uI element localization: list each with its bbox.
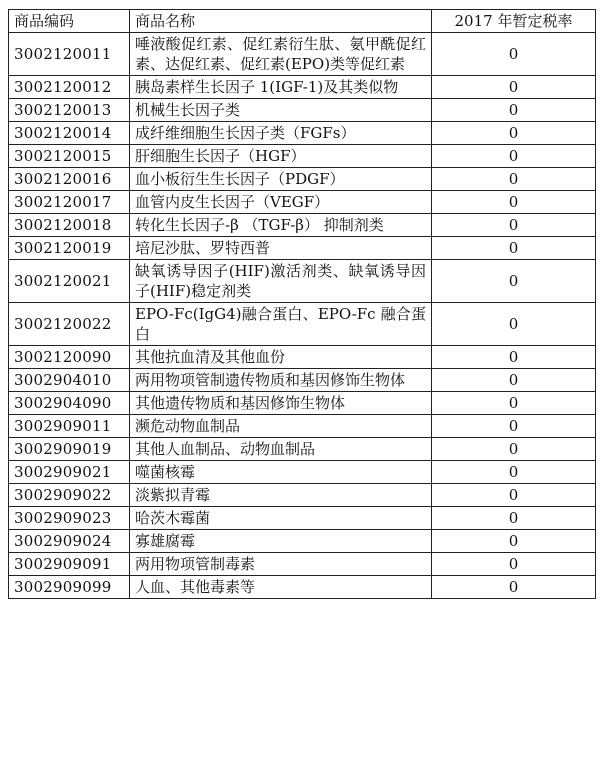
table-row <box>9 191 596 214</box>
commodity-code-cell: 3002120019 <box>9 237 130 260</box>
commodity-name-cell: 缺氧诱导因子(HIF)激活剂类、缺氧诱导因子(HIF)稳定剂类 <box>130 260 432 303</box>
commodity-code-cell: 3002120016 <box>9 168 130 191</box>
table-row <box>9 530 596 553</box>
commodity-name-cell: 机械生长因子类 <box>130 99 432 122</box>
commodity-code-cell: 3002120013 <box>9 99 130 122</box>
commodity-code-cell: 3002909011 <box>9 415 130 438</box>
commodity-code-cell: 3002909099 <box>9 576 130 599</box>
commodity-code-cell: 3002120090 <box>9 346 130 369</box>
tariff-rate-cell: 0 <box>432 576 596 599</box>
commodity-name-cell: 哈茨木霉菌 <box>130 507 432 530</box>
table-row <box>9 76 596 99</box>
tariff-rate-cell: 0 <box>432 507 596 530</box>
table-row <box>9 507 596 530</box>
tariff-rate-cell: 0 <box>432 191 596 214</box>
commodity-code-cell: 3002909024 <box>9 530 130 553</box>
tariff-rate-cell: 0 <box>432 168 596 191</box>
tariff-rate-cell: 0 <box>432 369 596 392</box>
tariff-rate-cell: 0 <box>432 438 596 461</box>
commodity-code-cell: 3002120012 <box>9 76 130 99</box>
commodity-code-cell: 3002909022 <box>9 484 130 507</box>
commodity-name-cell: 转化生长因子-β （TGF-β） 抑制剂类 <box>130 214 432 237</box>
table-row <box>9 484 596 507</box>
commodity-name-cell: 其他遗传物质和基因修饰生物体 <box>130 392 432 415</box>
commodity-name-cell: 人血、其他毒素等 <box>130 576 432 599</box>
commodity-name-cell: 其他抗血清及其他血份 <box>130 346 432 369</box>
tariff-rate-cell: 0 <box>432 303 596 346</box>
commodity-name-cell: 肝细胞生长因子（HGF） <box>130 145 432 168</box>
commodity-name-cell: 培尼沙肽、罗特西普 <box>130 237 432 260</box>
commodity-code-cell: 3002120021 <box>9 260 130 303</box>
commodity-name-cell: 胰岛素样生长因子 1(IGF-1)及其类似物 <box>130 76 432 99</box>
commodity-code-cell: 3002909091 <box>9 553 130 576</box>
table-row <box>9 237 596 260</box>
tariff-rate-cell: 0 <box>432 484 596 507</box>
table-row <box>9 415 596 438</box>
commodity-name-cell: 两用物项管制毒素 <box>130 553 432 576</box>
tariff-rate-cell: 0 <box>432 33 596 76</box>
column-header-rate: 2017 年暂定税率 <box>432 10 596 33</box>
tariff-rate-cell: 0 <box>432 415 596 438</box>
tariff-rate-cell: 0 <box>432 237 596 260</box>
tariff-rate-cell: 0 <box>432 530 596 553</box>
commodity-name-cell: EPO-Fc(IgG4)融合蛋白、EPO-Fc 融合蛋白 <box>130 303 432 346</box>
commodity-code-cell: 3002904010 <box>9 369 130 392</box>
table-row <box>9 214 596 237</box>
commodity-name-cell: 濒危动物血制品 <box>130 415 432 438</box>
commodity-name-cell: 唾液酸促红素、促红素衍生肽、氨甲酰促红素、达促红素、促红素(EPO)类等促红素 <box>130 33 432 76</box>
column-header-code: 商品编码 <box>9 10 130 33</box>
commodity-code-cell: 3002120017 <box>9 191 130 214</box>
commodity-name-cell: 噬菌核霉 <box>130 461 432 484</box>
commodity-name-cell: 淡紫拟青霉 <box>130 484 432 507</box>
tariff-rate-cell: 0 <box>432 122 596 145</box>
table-row <box>9 99 596 122</box>
tariff-rate-cell: 0 <box>432 346 596 369</box>
commodity-code-cell: 3002120014 <box>9 122 130 145</box>
commodity-name-cell: 成纤维细胞生长因子类（FGFs） <box>130 122 432 145</box>
commodity-name-cell: 血小板衍生生长因子（PDGF） <box>130 168 432 191</box>
commodity-name-cell: 其他人血制品、动物血制品 <box>130 438 432 461</box>
tariff-rate-cell: 0 <box>432 461 596 484</box>
table-row <box>9 553 596 576</box>
table-row <box>9 392 596 415</box>
commodity-name-cell: 寡雄腐霉 <box>130 530 432 553</box>
table-body <box>9 33 596 599</box>
table-row <box>9 260 596 303</box>
tariff-rate-cell: 0 <box>432 553 596 576</box>
commodity-code-cell: 3002909019 <box>9 438 130 461</box>
table-row <box>9 122 596 145</box>
commodity-code-cell: 3002120018 <box>9 214 130 237</box>
column-header-name: 商品名称 <box>130 10 432 33</box>
table-row <box>9 438 596 461</box>
commodity-name-cell: 血管内皮生长因子（VEGF） <box>130 191 432 214</box>
header-row <box>9 10 596 33</box>
table-row <box>9 576 596 599</box>
tariff-rate-cell: 0 <box>432 145 596 168</box>
commodity-code-cell: 3002120022 <box>9 303 130 346</box>
table-row <box>9 303 596 346</box>
commodity-name-cell: 两用物项管制遗传物质和基因修饰生物体 <box>130 369 432 392</box>
commodity-code-cell: 3002120011 <box>9 33 130 76</box>
tariff-rate-cell: 0 <box>432 392 596 415</box>
tariff-rate-cell: 0 <box>432 214 596 237</box>
table-header <box>9 10 596 33</box>
tariff-table <box>8 9 596 599</box>
tariff-rate-cell: 0 <box>432 76 596 99</box>
commodity-code-cell: 3002120015 <box>9 145 130 168</box>
tariff-rate-cell: 0 <box>432 99 596 122</box>
commodity-code-cell: 3002904090 <box>9 392 130 415</box>
table-row <box>9 461 596 484</box>
table-row <box>9 346 596 369</box>
table-row <box>9 145 596 168</box>
table-row <box>9 33 596 76</box>
commodity-code-cell: 3002909021 <box>9 461 130 484</box>
tariff-rate-cell: 0 <box>432 260 596 303</box>
commodity-code-cell: 3002909023 <box>9 507 130 530</box>
table-row <box>9 369 596 392</box>
table-row <box>9 168 596 191</box>
